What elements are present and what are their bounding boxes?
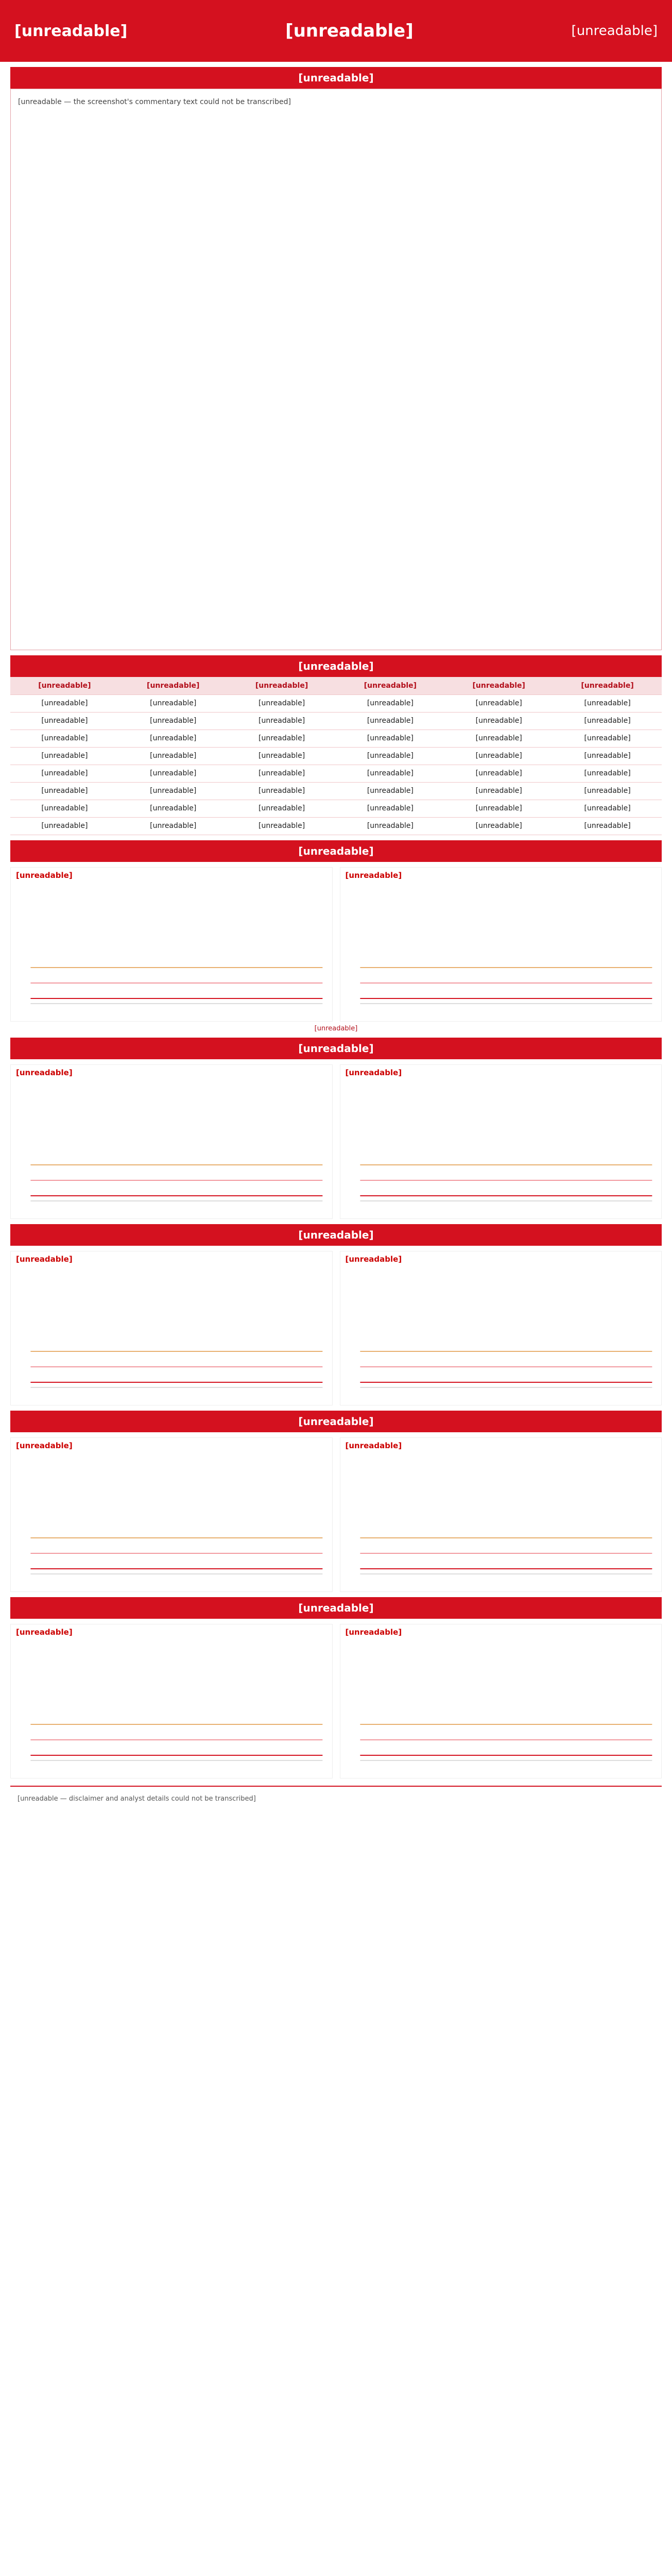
table-cell: [unreadable] — [119, 765, 228, 782]
table-cell: [unreadable] — [553, 712, 662, 730]
table-cell: [unreadable] — [336, 694, 444, 712]
chart-title: [unreadable] — [345, 1627, 402, 1637]
table-cell: [unreadable] — [553, 765, 662, 782]
table-cell: [unreadable] — [10, 782, 119, 800]
market-header-1: [unreadable] — [119, 677, 228, 694]
chart-title: [unreadable] — [16, 1440, 73, 1450]
table-row — [10, 694, 662, 712]
market-header-2: [unreadable] — [228, 677, 336, 694]
chart-plot — [15, 1455, 328, 1584]
table-cell: [unreadable] — [228, 782, 336, 800]
table-cell: [unreadable] — [336, 800, 444, 817]
table-cell: [unreadable] — [444, 765, 553, 782]
table-cell: [unreadable] — [553, 730, 662, 747]
table-cell: [unreadable] — [10, 765, 119, 782]
table-cell: [unreadable] — [228, 747, 336, 765]
table-cell: [unreadable] — [119, 730, 228, 747]
table-row — [10, 730, 662, 747]
table-cell: [unreadable] — [336, 782, 444, 800]
section-bar-spread: [unreadable] — [10, 1038, 662, 1059]
table-row — [10, 747, 662, 765]
table-cell: [unreadable] — [10, 694, 119, 712]
chart-title: [unreadable] — [345, 1254, 402, 1264]
chart-plot — [344, 1455, 658, 1584]
table-cell: [unreadable] — [336, 765, 444, 782]
table-cell: [unreadable] — [444, 782, 553, 800]
chart-title: [unreadable] — [16, 870, 73, 880]
table-cell: [unreadable] — [228, 730, 336, 747]
table-cell: [unreadable] — [444, 747, 553, 765]
table-cell: [unreadable] — [10, 817, 119, 835]
market-table — [10, 677, 662, 835]
table-row — [10, 800, 662, 817]
chart-panel — [10, 1251, 333, 1405]
report-title: [unreadable] — [285, 21, 413, 41]
table-cell: [unreadable] — [444, 694, 553, 712]
chart-panel — [340, 1624, 662, 1778]
table-row — [10, 712, 662, 730]
market-header-4: [unreadable] — [444, 677, 553, 694]
market-header-0: [unreadable] — [10, 677, 119, 694]
table-cell: [unreadable] — [119, 782, 228, 800]
table-row — [10, 765, 662, 782]
market-header-3: [unreadable] — [336, 677, 444, 694]
report-header — [0, 0, 672, 62]
table-cell: [unreadable] — [444, 817, 553, 835]
chart-plot — [15, 1642, 328, 1771]
table-cell: [unreadable] — [119, 817, 228, 835]
table-cell: [unreadable] — [444, 730, 553, 747]
chart-panel — [340, 1251, 662, 1405]
chart-plot — [15, 885, 328, 1014]
table-cell: [unreadable] — [10, 730, 119, 747]
chart-plot — [15, 1269, 328, 1398]
chart-panel — [10, 867, 333, 1022]
table-cell: [unreadable] — [228, 765, 336, 782]
chart-panel — [340, 867, 662, 1022]
view-text: [unreadable — the screenshot's commentary text could not be transcribed] — [10, 89, 662, 650]
chart-title: [unreadable] — [345, 1440, 402, 1450]
table-cell: [unreadable] — [119, 712, 228, 730]
chart-plot — [15, 1082, 328, 1211]
chart-plot — [344, 885, 658, 1014]
table-cell: [unreadable] — [119, 747, 228, 765]
chart-plot — [344, 1642, 658, 1771]
chart-title: [unreadable] — [16, 1254, 73, 1264]
table-cell: [unreadable] — [444, 800, 553, 817]
legend: [unreadable] — [314, 1024, 358, 1032]
table-cell: [unreadable] — [119, 694, 228, 712]
table-cell: [unreadable] — [228, 800, 336, 817]
table-cell: [unreadable] — [10, 712, 119, 730]
table-row — [10, 782, 662, 800]
footer-disclaimer: [unreadable — disclaimer and analyst details could not be transcribed] — [10, 1786, 662, 1812]
table-cell: [unreadable] — [119, 800, 228, 817]
chart-plot — [344, 1082, 658, 1211]
section-bar-basis: [unreadable] — [10, 840, 662, 862]
section-bar-view: [unreadable] — [10, 67, 662, 89]
chart-title: [unreadable] — [345, 1067, 402, 1077]
table-cell: [unreadable] — [553, 800, 662, 817]
chart-panel — [10, 1064, 333, 1219]
table-cell: [unreadable] — [228, 694, 336, 712]
table-cell: [unreadable] — [228, 817, 336, 835]
table-cell: [unreadable] — [10, 747, 119, 765]
table-cell: [unreadable] — [553, 694, 662, 712]
table-row — [10, 817, 662, 835]
chart-panel — [340, 1437, 662, 1592]
table-cell: [unreadable] — [444, 712, 553, 730]
chart-title: [unreadable] — [16, 1067, 73, 1077]
table-cell: [unreadable] — [336, 817, 444, 835]
table-cell: [unreadable] — [336, 730, 444, 747]
table-cell: [unreadable] — [553, 747, 662, 765]
chart-title: [unreadable] — [345, 870, 402, 880]
table-cell: [unreadable] — [10, 800, 119, 817]
table-cell: [unreadable] — [553, 782, 662, 800]
chart-panel — [340, 1064, 662, 1219]
section-bar-import: [unreadable] — [10, 1411, 662, 1432]
market-header-5: [unreadable] — [553, 677, 662, 694]
logo: [unreadable] — [14, 22, 128, 40]
brand-name: [unreadable] — [571, 23, 658, 39]
chart-plot — [344, 1269, 658, 1398]
table-cell: [unreadable] — [336, 747, 444, 765]
table-cell: [unreadable] — [553, 817, 662, 835]
chart-title: [unreadable] — [16, 1627, 73, 1637]
chart-panel — [10, 1624, 333, 1778]
table-cell: [unreadable] — [228, 712, 336, 730]
section-bar-market: [unreadable] — [10, 655, 662, 677]
table-cell: [unreadable] — [336, 712, 444, 730]
chart-panel — [10, 1437, 333, 1592]
section-bar-shipments: [unreadable] — [10, 1597, 662, 1619]
section-bar-inventory: [unreadable] — [10, 1224, 662, 1246]
